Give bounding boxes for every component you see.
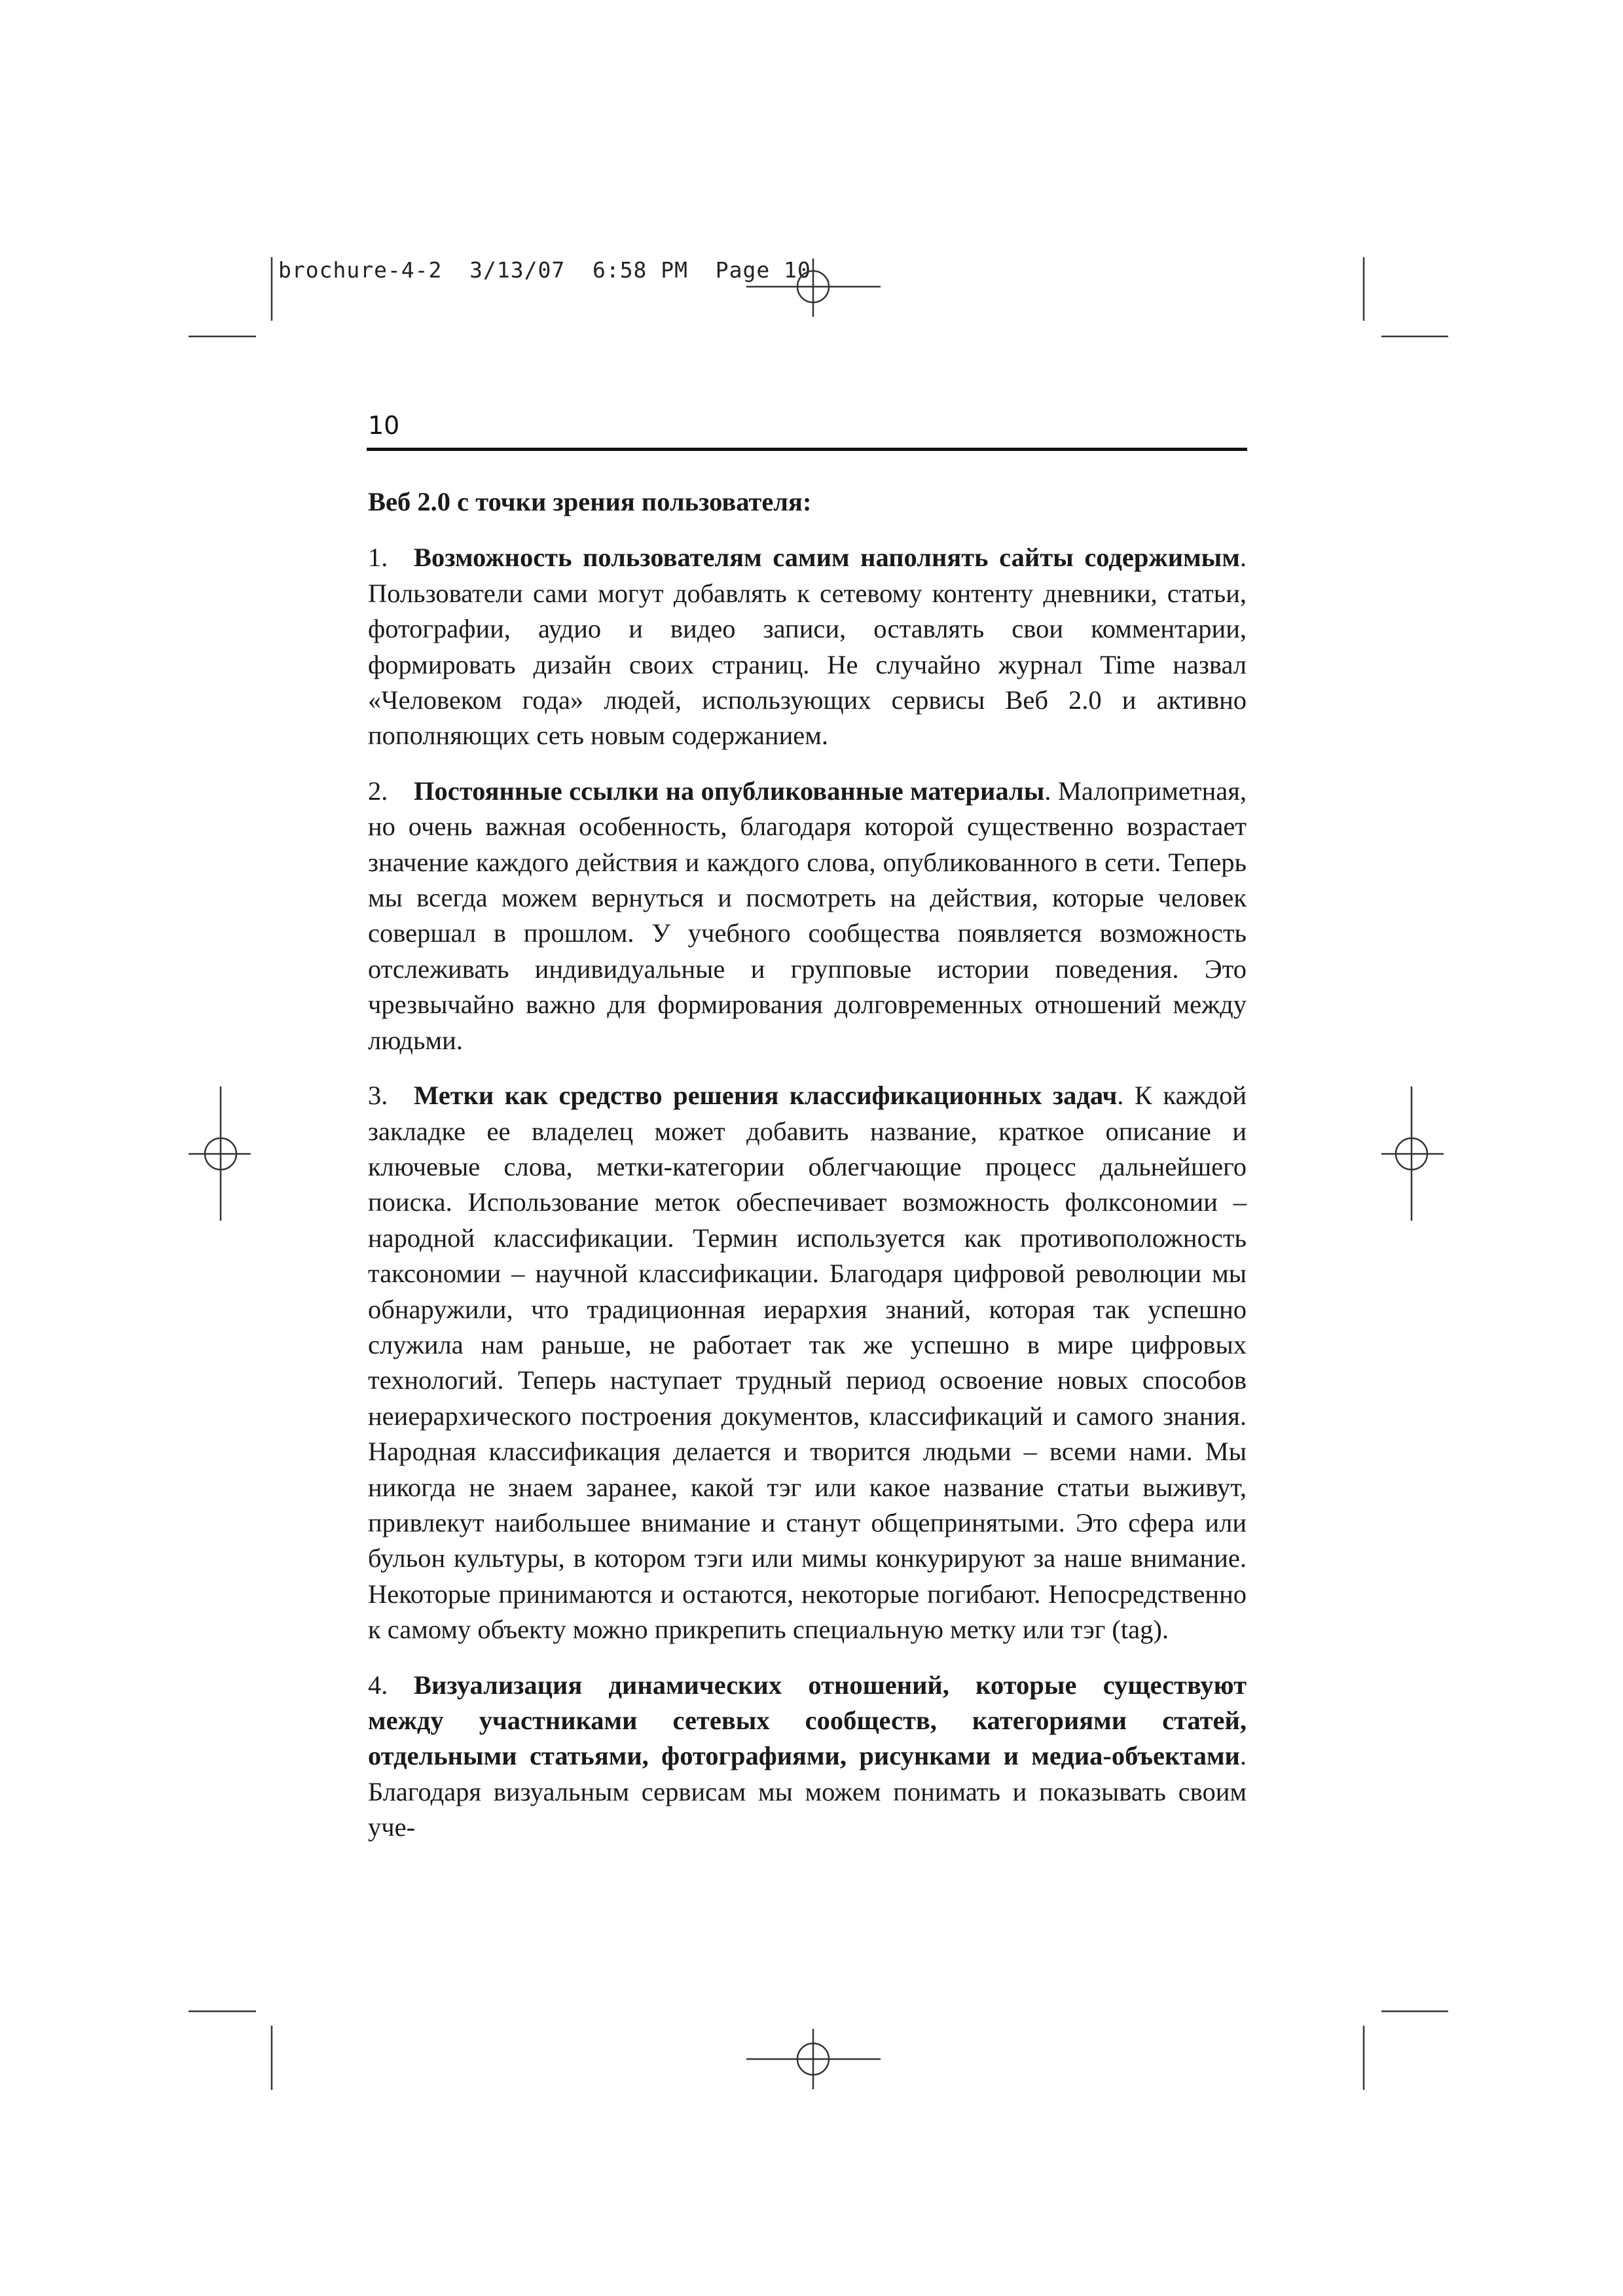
item-text: . К каждой закладке ее владелец может добавить название, краткое описание и ключевые слова, метки-категории облегчающие процесс дальнейшего поиска. Использование меток обеспечивает возможность фолксономии – народной классификации. Термин используется как противоположность таксономии – научной классификации. Благодаря цифровой революции мы обнаружили, что традиционная иерархия знаний, которая так успешно служила нам раньше, не работает так же успешно в мире цифровых технологий. Теперь наступает трудный период освоение новых способов неиерархического построения документов, классификаций и самого знания. Народная классификация делается и творится людьми – всеми нами. Мы никогда не знаем заранее, какой тэг или какое название статьи выживут, привлекут наибольшее внимание и станут общепринятыми. Это сфера или бульон культуры, в котором тэги или мимы конкурируют за наше внимание. Некоторые принимаются и остаются, некоторые погибают. Непосредственно к самому объекту можно прикрепить специальную метку или тэг (tag). (368, 1081, 1247, 1645)
item-title: Визуализация динамических отношений, которые существуют между участниками сетевых сообществ, категориями статей, отдельными статьями, фотографиями, рисунками и медиа-объектами (368, 1670, 1247, 1771)
item-number: 2. (368, 776, 388, 806)
item-number: 4. (368, 1670, 388, 1700)
item-text: . Благодаря визуальным сервисам мы можем понимать и показывать своим уче- (368, 1741, 1247, 1842)
print-slug: brochure-4-2 3/13/07 6:58 PM Page 10 (278, 257, 811, 283)
item-title: Постоянные ссылки на опубликованные материалы (414, 776, 1045, 806)
list-item (368, 1668, 1247, 1846)
item-title: Возможность пользователям самим наполнять сайты содержимым (414, 543, 1240, 573)
list-item (368, 540, 1247, 753)
list-item (368, 774, 1247, 1058)
list-item (368, 1078, 1247, 1648)
item-number: 3. (368, 1081, 388, 1111)
page-number: 10 (368, 411, 400, 440)
header-rule (367, 448, 1247, 451)
item-text: . Малоприметная, но очень важная особенность, благодаря которой существенно возрастает значение каждого действия и каждого слова, опубликованного в сети. Теперь мы всегда можем вернуться и посмотреть на действия, которые человек совершал в прошлом. У учебного сообщества появляется возможность отслеживать индивидуальные и групповые истории поведения. Это чрезвычайно важно для формирования долговременных отношений между людьми. (368, 776, 1247, 1055)
item-text: . Пользователи сами могут добавлять к сетевому контенту дневники, статьи, фотографии, аудио и видео записи, оставлять свои комментарии, формировать дизайн своих страниц. Не случайно журнал Time назвал «Человеком года» людей, использующих сервисы Веб 2.0 и активно пополняющих сеть новым содержанием. (368, 543, 1247, 751)
item-title: Метки как средство решения классификационных задач (414, 1081, 1118, 1111)
section-heading: Веб 2.0 с точки зрения пользователя: (368, 487, 812, 516)
item-number: 1. (368, 543, 388, 573)
page-content (368, 484, 1247, 1865)
